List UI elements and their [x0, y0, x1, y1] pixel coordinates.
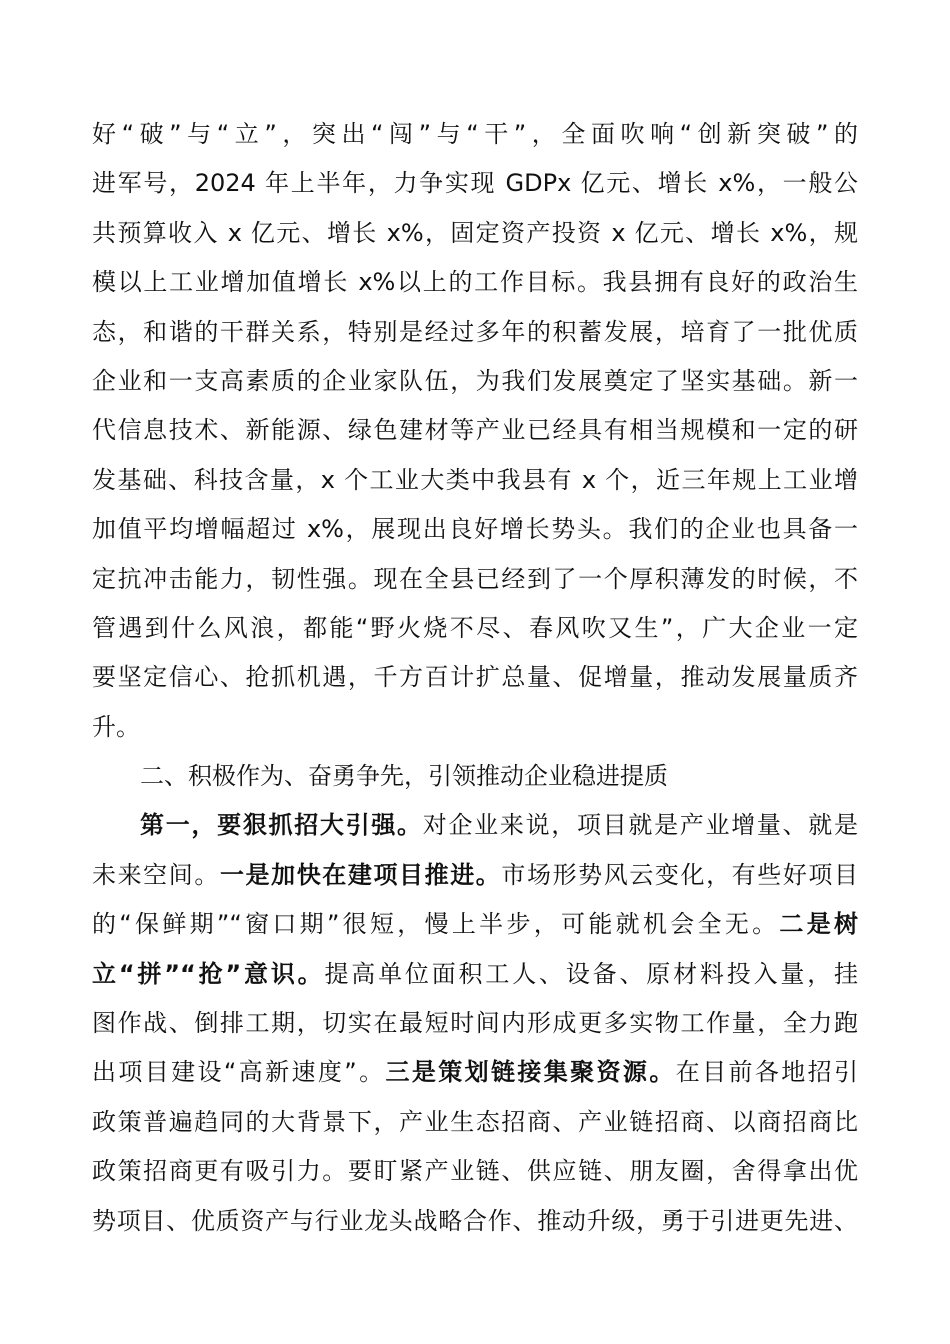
bold-phrase: 三是策划链接集聚资源。 — [385, 1058, 676, 1087]
text-run: 出项目建设“高新速度”。 — [92, 1058, 386, 1087]
text-line — [92, 604, 858, 653]
text-run: 的“保鲜期”“窗口期”很短，慢上半步，可能就机会全无。 — [92, 910, 780, 939]
text-run: 政策招商更有吸引力。要盯紧产业链、供应链、朋友圈，舍得拿出优 — [92, 1157, 858, 1186]
text-run: 进军号，2024 年上半年，力争实现 GDPx 亿元、增长 x%，一般公 — [92, 169, 858, 198]
text-run: 发基础、科技含量，x 个工业大类中我县有 x 个，近三年规上工业增 — [92, 465, 858, 494]
bold-phrase: 第一，要狠抓招大引强。 — [140, 811, 423, 840]
section-heading — [92, 752, 858, 801]
bold-phrase: 立“拼”“抢”意识。 — [92, 959, 325, 988]
bold-phrase: 二是树 — [779, 910, 859, 939]
text-run: 升。 — [92, 712, 140, 741]
text-line — [92, 258, 858, 307]
text-run: 模以上工业增加值增长 x%以上的工作目标。我县拥有良好的政治生 — [92, 268, 858, 297]
text-run: 二、积极作为、奋勇争先，引领推动企业稳进提质 — [140, 762, 668, 791]
text-line — [92, 900, 858, 949]
text-run: 好“破”与“立”，突出“闯”与“干”，全面吹响“创新突破”的 — [92, 120, 858, 148]
text-run: 市场形势风云变化，有些好项目 — [501, 860, 859, 889]
text-run: 政策普遍趋同的大背景下，产业生态招商、产业链招商、以商招商比 — [92, 1107, 858, 1136]
text-line — [92, 505, 858, 554]
text-run: 加值平均增幅超过 x%，展现出良好增长势头。我们的企业也具备一 — [92, 515, 858, 544]
text-run: 共预算收入 x 亿元、增长 x%，固定资产投资 x 亿元、增长 x%，规 — [92, 218, 858, 247]
text-line — [92, 999, 858, 1048]
text-line — [92, 308, 858, 357]
text-run: 定抗冲击能力，韧性强。现在全县已经到了一个厚积薄发的时候，不 — [92, 564, 858, 593]
text-line — [92, 159, 858, 208]
text-line — [92, 110, 858, 159]
text-line — [92, 555, 858, 604]
bold-phrase: 一是加快在建项目推进。 — [219, 860, 502, 889]
text-run: 要坚定信心、抢抓机遇，千方百计扩总量、促增量，推动发展量质齐 — [92, 663, 858, 692]
text-line — [92, 209, 858, 258]
text-run: 企业和一支高素质的企业家队伍，为我们发展奠定了坚实基础。新一 — [92, 366, 858, 395]
text-run: 在目前各地招引 — [675, 1058, 859, 1087]
text-line — [92, 653, 858, 702]
document-body — [92, 110, 858, 1246]
text-line — [92, 406, 858, 455]
text-run: 提高单位面积工人、设备、原材料投入量，挂 — [324, 959, 859, 988]
text-run: 代信息技术、新能源、绿色建材等产业已经具有相当规模和一定的研 — [92, 416, 858, 445]
text-run: 对企业来说，项目就是产业增量、就是 — [422, 811, 859, 840]
text-run: 未来空间。 — [92, 860, 220, 889]
text-line — [92, 703, 858, 752]
text-line — [92, 456, 858, 505]
text-run: 图作战、倒排工期，切实在最短时间内形成更多实物工作量，全力跑 — [92, 1009, 858, 1038]
text-run: 管遇到什么风浪，都能“野火烧不尽、春风吹又生”，广大企业一定 — [92, 613, 858, 642]
text-line — [92, 357, 858, 406]
text-run: 态，和谐的干群关系，特别是经过多年的积蓄发展，培育了一批优质 — [92, 317, 858, 346]
text-line — [92, 1147, 858, 1196]
text-line — [92, 1098, 858, 1147]
text-line — [92, 801, 858, 850]
text-line — [92, 1197, 858, 1246]
text-line — [92, 950, 858, 999]
text-line — [92, 851, 858, 900]
text-run: 势项目、优质资产与行业龙头战略合作、推动升级，勇于引进更先进、 — [92, 1206, 858, 1235]
text-line — [92, 1048, 858, 1097]
